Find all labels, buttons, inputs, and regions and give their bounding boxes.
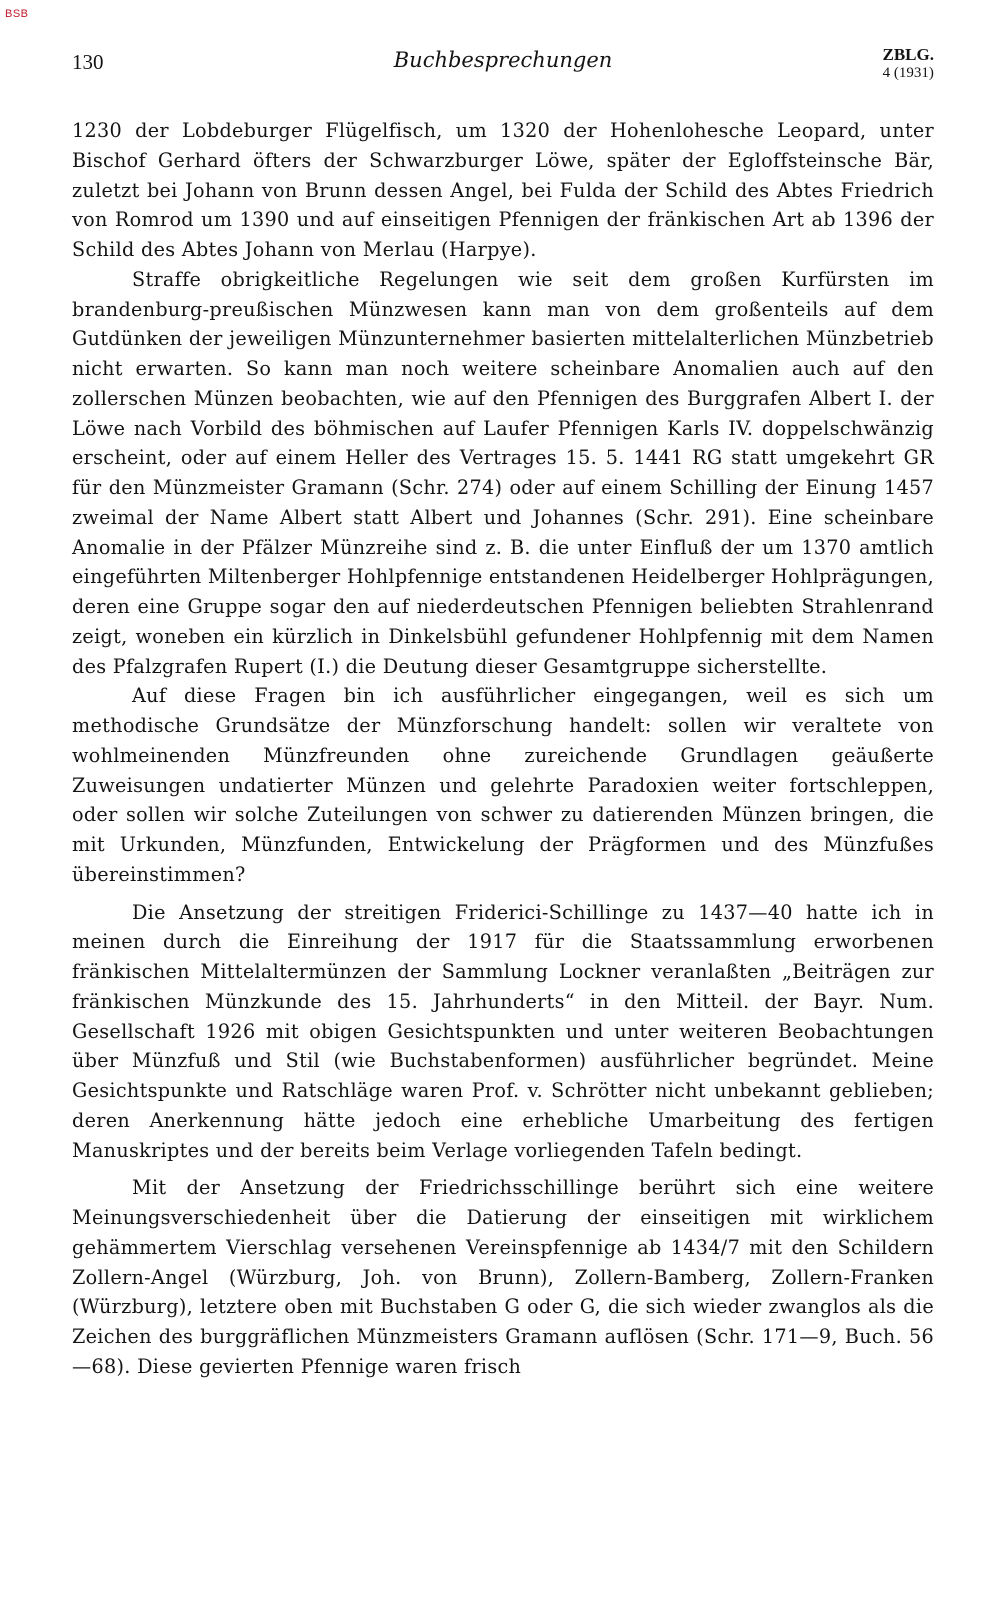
paragraph: Auf diese Fragen bin ich ausführlicher eingegangen, weil es sich um methodische Grundsätze der Münzforschung handelt: sollen wir veraltete von wohlmeinenden Münzfreunden ohne zureichende Grundlagen geäußerte Zuweisungen undatierter Münzen und gelehrte Paradoxien weiter fortschleppen, oder sollen wir solche Zuteilungen von schwer zu datierenden Münzen bringen, die mit Urkunden, Münzfunden, Entwickelung der Prägformen und des Münzfußes übereinstimmen? bbox=[72, 684, 934, 886]
paragraph: 1230 der Lobdeburger Flügelfisch, um 1320 der Hohenlohesche Leopard, unter Bischof Gerhard öfters der Schwarzburger Löwe, später der Egloffsteinsche Bär, zuletzt bei Johann von Brunn dessen Angel, bei Fulda der Schild des Abtes Friedrich von Romrod um 1390 und auf einseitigen Pfennigen der fränkischen Art ab 1396 der Schild des Abtes Johann von Merlau (Harpye). bbox=[72, 119, 934, 261]
journal-abbreviation: ZBLG. bbox=[882, 45, 934, 64]
paragraph: Straffe obrigkeitliche Regelungen wie seit dem großen Kurfürsten im brandenburg-preußischen Münzwesen kann man von dem großenteils auf dem Gutdünken der jeweiligen Münzunternehmer basierten mittelalterlichen Münzbetrieb nicht erwarten. So kann man noch weitere scheinbare Anomalien auch auf den zollerschen Münzen beobachten, wie auf den Pfennigen des Burggrafen Albert I. der Löwe nach Vorbild des böhmischen auf Laufer Pfennigen Karls IV. doppelschwänzig erscheint, oder auf einem Heller des Vertrages 15. 5. 1441 RG statt umgekehrt GR für den Münzmeister Gramann (Schr. 274) oder auf einem Schilling der Einung 1457 zweimal der Name Albert statt Albert und Johannes (Schr. 291). Eine scheinbare Anomalie in der Pfälzer Münzreihe sind z. B. die unter Einfluß der um 1370 amtlich eingeführten Miltenberger Hohlpfennige entstandenen Heidelberger Hohlprägungen, deren eine Gruppe sogar den auf niederdeutschen Pfennigen beliebten Strahlenrand zeigt, woneben ein kürzlich in Dinkelsbühl gefundener Hohlpfennig mit dem Namen des Pfalzgrafen Rupert (I.) die Deutung dieser Gesamtgruppe sicherstellte. bbox=[72, 267, 934, 678]
paragraph: Die Ansetzung der streitigen Friderici-Schillinge zu 1437—40 hatte ich in meinen durch die Einreihung der 1917 für die Staatssammlung erworbenen fränkischen Mittelaltermünzen der Sammlung Lockner veranlaßten „Beiträgen zur fränkischen Münzkunde des 15. Jahrhunderts“ in den Mitteil. der Bayr. Num. Gesellschaft 1926 mit obigen Gesichtspunkten und unter weiteren Beobachtungen über Münzfuß und Stil (wie Buchstabenformen) ausführlicher begründet. Meine Gesichtspunkte und Ratschläge waren Prof. v. Schrötter nicht unbekannt geblieben; deren Anerkennung hätte jedoch eine erhebliche Umarbeitung des fertigen Manuskriptes und der bereits beim Verlage vorliegenden Tafeln bedingt. bbox=[72, 900, 934, 1162]
page-header bbox=[72, 46, 934, 86]
journal-reference bbox=[883, 46, 935, 82]
paragraph: Mit der Ansetzung der Friedrichsschillinge berührt sich eine weitere Meinungsverschiedenheit über die Datierung der einseitigen mit wirklichem gehämmertem Vierschlag versehenen Vereinspfennige ab 1434/7 mit den Schildern Zollern-Angel (Würzburg, Joh. von Brunn), Zollern-Bamberg, Zollern-Franken (Würzburg), letztere oben mit Buchstaben G oder G, die sich wieder zwanglos als die Zeichen des burggräflichen Münzmeisters Gramann auflösen (Schr. 171—9, Buch. 56—68). Diese gevierten Pfennige waren frisch bbox=[72, 1176, 934, 1378]
library-watermark: BSB bbox=[5, 8, 29, 20]
page-number: 130 bbox=[72, 50, 104, 74]
journal-volume: 4 (1931) bbox=[882, 65, 934, 81]
body-text bbox=[72, 116, 934, 1382]
running-title: Buchbesprechungen bbox=[393, 48, 613, 72]
